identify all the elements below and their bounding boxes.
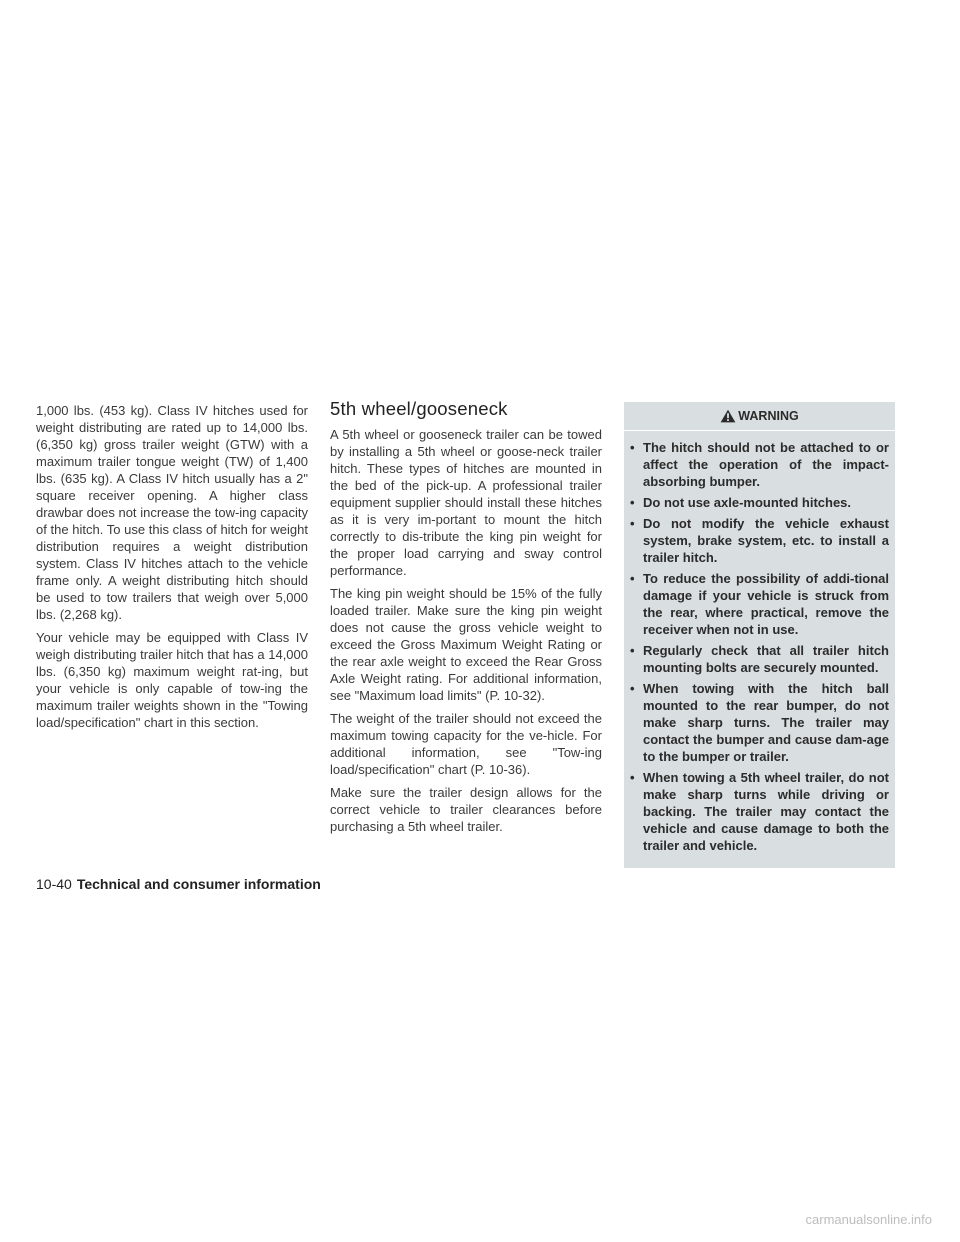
paragraph: A 5th wheel or gooseneck trailer can be towed by installing a 5th wheel or goose-neck trailer hitch. These types of hitches are mounted in the bed of the pick-up. A professional trailer equipment supplier should install these hitches as it is very im-portant to mount the hitch correctly to dis-tribute the king pin weight for the proper load carrying and sway control performance. xyxy=(330,427,602,578)
section-title: Technical and consumer information xyxy=(76,876,321,892)
list-item: • Do not use axle-mounted hitches. xyxy=(630,495,852,510)
warning-list xyxy=(630,439,889,854)
paragraph: 1,000 lbs. (453 kg). Class IV hitches used for weight distributing are rated up to 14,000 lbs. (6,350 kg) gross trailer weight (GTW) with a maximum trailer tongue weight (TW) of 1,400 lbs. (635 kg). A Class IV hitch usually has a 2" square receiver opening. A higher class drawbar does not increase the tow-ing capacity of the hitch. To use this class of hitch for weight distribution requires a weight distribution system. Class IV hitches attach to the vehicle frame only. A weight distributing hitch should be used to tow trailers that weigh over 5,000 lbs. (2,268 kg). xyxy=(36,403,308,622)
paragraph: The weight of the trailer should not exceed the maximum towing capacity for the ve-hicle. For additional information, see "Tow-ing load/specification" chart (P. 10-36). xyxy=(330,711,602,777)
section-heading: 5th wheel/gooseneck xyxy=(330,398,508,419)
list-item: • To reduce the possibility of addi-tional damage if your vehicle is struck from the rear, where practical, remove the receiver when not in use. xyxy=(630,571,889,637)
page-footer xyxy=(36,876,321,892)
column-middle xyxy=(330,398,602,841)
warning-title: WARNING xyxy=(738,408,799,423)
warning-triangle-icon xyxy=(720,409,736,423)
list-item: • When towing with the hitch ball mounted to the rear bumper, do not make sharp turns. The trailer may contact the bumper and cause dam-age to the bumper or trailer. xyxy=(630,681,889,764)
paragraph: Your vehicle may be equipped with Class IV weigh distributing trailer hitch that has a 14,000 lbs. (6,350 kg) maximum weight rat-ing, but your vehicle is only capable of tow-ing the maximum trailer weights shown in the "Towing load/specification" chart in this section. xyxy=(36,630,308,730)
watermark: carmanualsonline.info xyxy=(805,1212,932,1227)
list-item: • The hitch should not be attached to or affect the operation of the impact-absorbing bumper. xyxy=(630,440,889,489)
paragraph: Make sure the trailer design allows for the correct vehicle to trailer clearances before purchasing a 5th wheel trailer. xyxy=(330,785,602,834)
warning-box xyxy=(624,402,895,868)
page-number: 10-40 xyxy=(36,876,72,892)
list-item: • Do not modify the vehicle exhaust system, brake system, etc. to install a trailer hitch. xyxy=(630,516,889,565)
warning-header xyxy=(624,402,895,431)
column-left xyxy=(36,402,308,737)
list-item: • Regularly check that all trailer hitch mounting bolts are securely mounted. xyxy=(630,643,889,675)
list-item: • When towing a 5th wheel trailer, do not make sharp turns while driving or backing. The trailer may contact the vehicle and cause damage to both the trailer and vehicle. xyxy=(630,770,889,853)
paragraph: The king pin weight should be 15% of the fully loaded trailer. Make sure the king pin weight does not cause the gross vehicle weight to exceed the Gross Maximum Weight Rating or the rear axle weight to exceed the Rear Gross Axle Weight rating. For additional information, see "Maximum load limits" (P. 10-32). xyxy=(330,586,602,703)
